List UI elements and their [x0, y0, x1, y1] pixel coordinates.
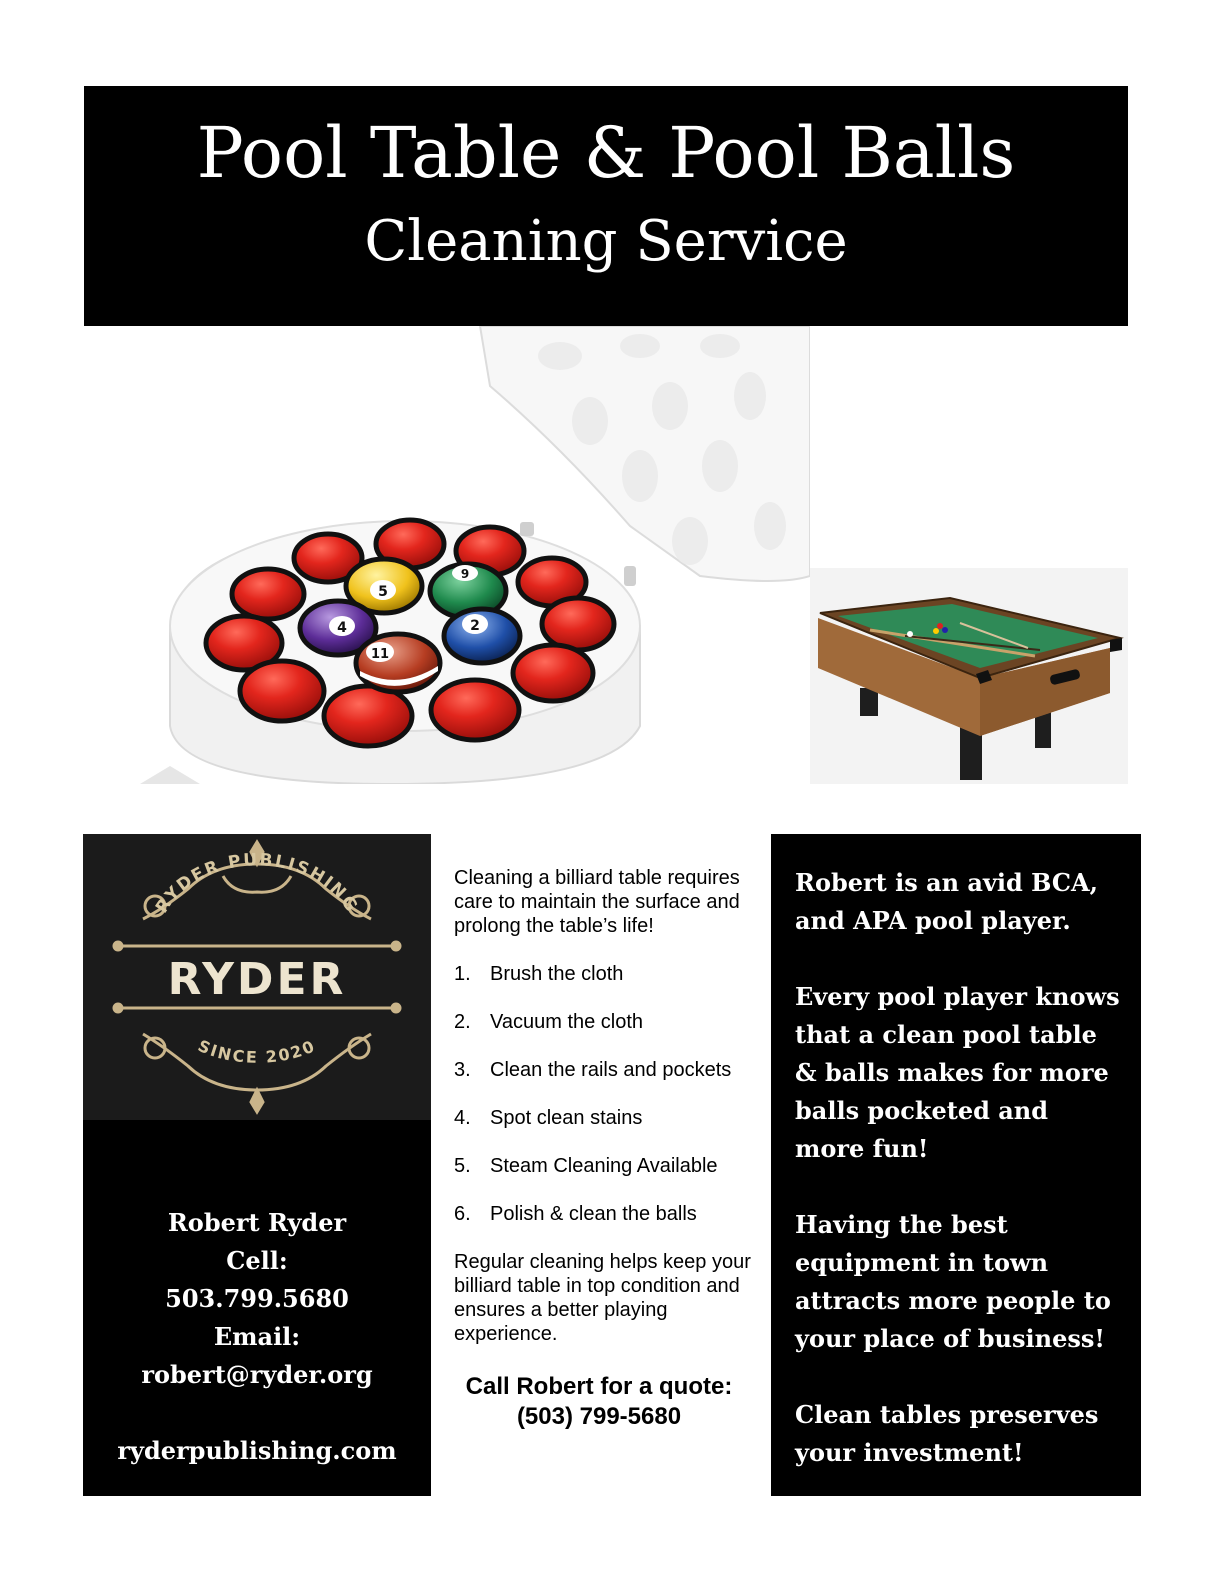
svg-text:SINCE 2020	[195, 1036, 319, 1067]
cta-phone[interactable]: (503) 799-5680	[516, 1403, 682, 1430]
cell-number[interactable]: 503.799.5680	[165, 1284, 349, 1313]
about-paragraph-3: Having the best equipment in town attracts more people to your place of business!	[795, 1210, 1111, 1353]
call-to-action	[454, 1372, 744, 1432]
ball-number-9: 9	[460, 567, 470, 581]
ball-number-2: 2	[470, 618, 480, 634]
contact-panel	[83, 834, 431, 1496]
email-label: Email:	[213, 1322, 301, 1351]
about-paragraph-4: Clean tables preserves your investment!	[795, 1400, 1099, 1467]
cell-label: Cell:	[226, 1246, 288, 1275]
latch-icon	[624, 566, 636, 586]
about-panel	[771, 834, 1141, 1496]
list-item: 4. Spot clean stains	[454, 1107, 643, 1129]
hinge-icon	[520, 522, 534, 536]
service-steps-list	[454, 962, 754, 1226]
logo-arc-top: RYDER PUBLISHING	[152, 850, 362, 917]
list-item: 6. Polish & clean the balls	[454, 1203, 697, 1225]
closing-paragraph: Regular cleaning helps keep your billiard table in top condition and ensures a better playing experience.	[454, 1251, 751, 1345]
title-banner	[84, 86, 1128, 326]
logo-name: RYDER	[167, 954, 347, 1005]
bottom-ornament-icon	[143, 1034, 371, 1112]
contact-info	[83, 1204, 431, 1470]
email-address[interactable]: robert@ryder.org	[141, 1360, 373, 1389]
page-title: Pool Table & Pool Balls	[196, 112, 1016, 194]
ryder-logo	[83, 834, 431, 1120]
website-link[interactable]: ryderpublishing.com	[117, 1436, 397, 1465]
list-item: 3. Clean the rails and pockets	[454, 1059, 732, 1081]
svg-text:RYDER PUBLISHING	[152, 850, 362, 917]
page-subtitle: Cleaning Service	[364, 209, 848, 274]
ball-number-4: 4	[337, 620, 347, 636]
logo-arc-bottom: SINCE 2020	[195, 1036, 319, 1067]
about-paragraph-2: Every pool player knows that a clean pool table & balls makes for more balls pocketed and more fun!	[795, 982, 1120, 1163]
list-item: 2. Vacuum the cloth	[454, 1011, 644, 1033]
list-item: 5. Steam Cleaning Available	[454, 1155, 718, 1177]
cta-text: Call Robert for a quote:	[465, 1373, 733, 1400]
ball-cleaner-image	[140, 326, 810, 784]
contact-name: Robert Ryder	[167, 1208, 347, 1237]
about-paragraph-1: Robert is an avid BCA, and APA pool player.	[795, 868, 1098, 935]
list-item: 1. Brush the cloth	[454, 963, 624, 985]
service-description	[454, 866, 754, 1432]
ball-number-5: 5	[378, 584, 388, 600]
pool-table-image	[810, 568, 1128, 784]
intro-paragraph: Cleaning a billiard table requires care to maintain the surface and prolong the table’s life!	[454, 867, 740, 937]
ball-number-11: 11	[370, 647, 390, 662]
